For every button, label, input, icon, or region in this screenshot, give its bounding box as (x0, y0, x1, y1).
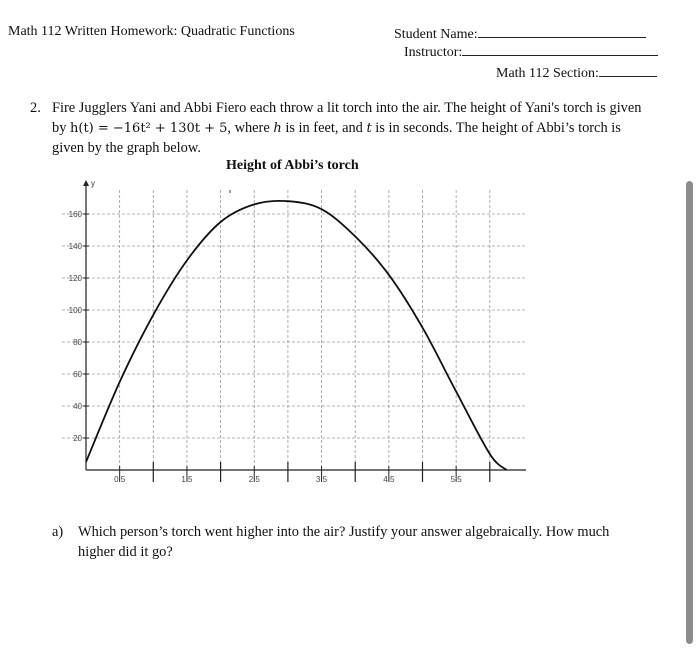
problem-line-2-mid: , where (227, 120, 274, 136)
chart-curve (86, 201, 507, 470)
y-tick-label: 80 (73, 338, 82, 347)
var-t: t (366, 121, 372, 136)
x-tick-label: 4 (353, 477, 358, 484)
y-tick-label: 100 (68, 306, 82, 315)
x-tick-label: 1 (151, 477, 156, 484)
problem-line-3: given by the graph below. (52, 140, 201, 156)
y-tick-label: 160 (68, 210, 82, 219)
y-tick-label: 120 (68, 274, 82, 283)
chart-ticks (69, 210, 492, 484)
x-tick-label: 1.5 (181, 475, 193, 484)
problem-line-2-mid2: is in feet, and (281, 120, 367, 136)
chart-grid (62, 190, 526, 470)
chart-axes (83, 179, 526, 470)
question-a-line-1: Which person’s torch went higher into the air? Justify your answer algebraically. How much (78, 524, 610, 540)
x-tick-label: 2.5 (248, 475, 260, 484)
problem-line-2-suffix: is in seconds. The height of Abbi’s torch is (371, 120, 621, 136)
student-name-label: Student Name: (394, 27, 478, 42)
problem-line-2-prefix: by (52, 120, 70, 136)
question-a-label: a) (52, 524, 64, 540)
y-axis-label: y (91, 179, 95, 188)
series-line-abbi (86, 201, 507, 470)
x-tick-label: 3.5 (315, 475, 328, 484)
x-tick-label: 5.5 (450, 475, 462, 484)
x-tick-label: 0.5 (114, 475, 126, 484)
x-tick-label: 2 (218, 477, 223, 484)
y-axis-arrow (83, 180, 89, 186)
problem-line-1: Fire Jugglers Yani and Abbi Fiero each throw a lit torch into the air. The height of Yani's torch is given (52, 100, 642, 116)
x-tick-label: 5 (420, 477, 425, 484)
yani-formula: h(t) = −16t² + 130t + 5 (70, 121, 228, 136)
instructor-label: Instructor: (404, 45, 463, 60)
x-tick-label: 4.5 (383, 475, 395, 484)
var-h: h (273, 121, 282, 136)
problem-number: 2. (30, 100, 41, 116)
y-tick-label: 140 (68, 242, 82, 251)
y-tick-label: 60 (73, 370, 82, 379)
question-a-line-2: higher did it go? (78, 544, 173, 560)
x-tick-label: 6 (487, 477, 492, 484)
chart-title: Height of Abbi’s torch (226, 158, 359, 173)
x-tick-label: 3 (285, 477, 290, 484)
y-tick-label: 20 (73, 434, 82, 443)
section-label: Math 112 Section: (496, 66, 599, 81)
y-tick-label: 40 (73, 402, 82, 411)
scrollbar-thumb[interactable] (686, 181, 693, 644)
course-title: Math 112 Written Homework: Quadratic Functions (8, 24, 295, 39)
